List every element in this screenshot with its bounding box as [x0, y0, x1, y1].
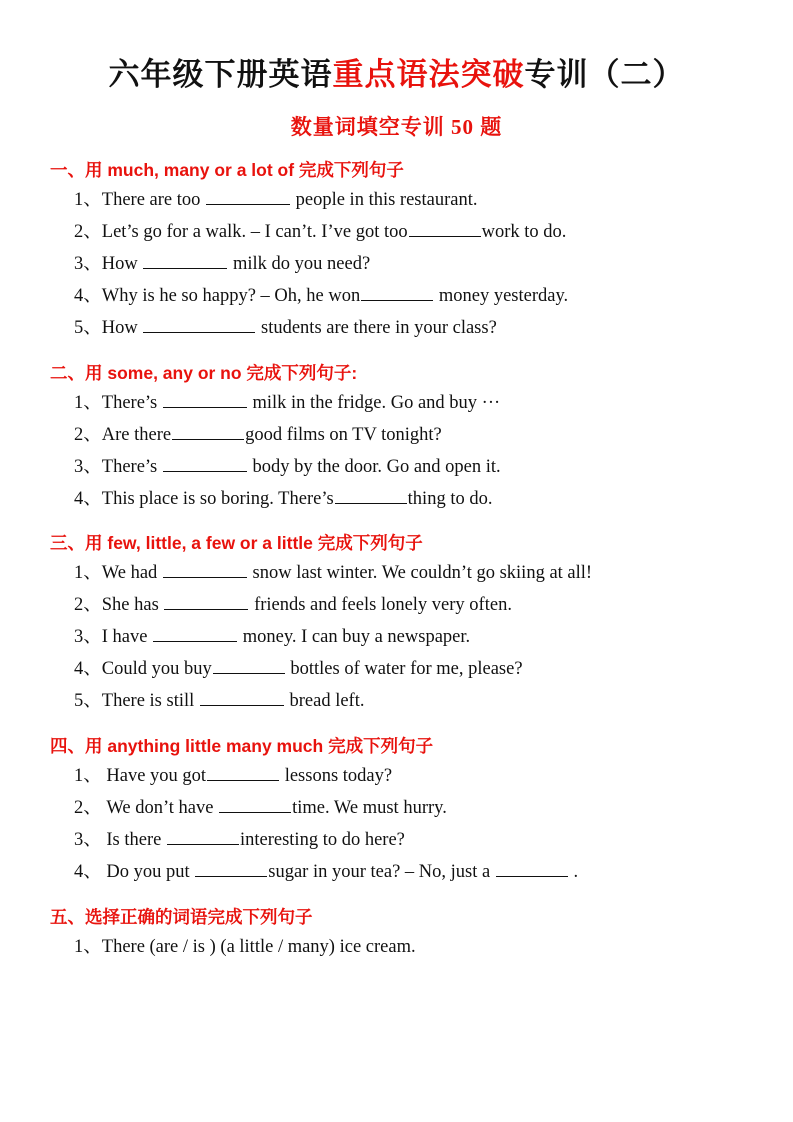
- question-text: .: [568, 862, 579, 883]
- question-text: Why is he so happy? – Oh, he won: [101, 285, 361, 306]
- question-4-4: [74, 858, 753, 888]
- answer-blank[interactable]: [167, 827, 239, 846]
- question-number: 4、: [74, 659, 102, 680]
- question-4-2: [74, 794, 753, 824]
- page-title-part-1: 六年级下册英语: [108, 57, 333, 92]
- question-text: She has: [101, 595, 164, 616]
- question-number: 1、: [74, 766, 102, 787]
- question-number: 1、: [74, 392, 102, 413]
- answer-blank[interactable]: [163, 560, 247, 579]
- answer-blank[interactable]: [195, 859, 267, 878]
- question-text: money. I can buy a newspaper.: [238, 627, 471, 648]
- question-number: 3、: [74, 253, 102, 274]
- question-number: 3、: [74, 830, 102, 851]
- answer-blank[interactable]: [219, 795, 291, 814]
- answer-blank[interactable]: [206, 186, 290, 205]
- question-3-1: [74, 559, 753, 589]
- question-2-2: [74, 421, 753, 451]
- question-text: interesting to do here?: [239, 830, 405, 851]
- question-number: 3、: [74, 627, 102, 648]
- question-number: 2、: [74, 798, 102, 819]
- question-text: Are there: [101, 424, 172, 445]
- question-1-4: [74, 282, 753, 312]
- question-text: There (are / is ) (a little / many) ice cream.: [101, 937, 416, 958]
- question-text: We don’t have: [101, 798, 219, 819]
- answer-blank[interactable]: [409, 218, 481, 237]
- question-1-5: [74, 314, 753, 344]
- answer-blank[interactable]: [207, 763, 279, 782]
- question-number: 3、: [74, 456, 102, 477]
- question-3-2: [74, 591, 753, 621]
- answer-blank[interactable]: [361, 282, 433, 301]
- answer-blank[interactable]: [163, 389, 247, 408]
- question-4-3: [74, 826, 753, 856]
- question-2-3: [74, 453, 753, 483]
- question-number: 4、: [74, 488, 102, 509]
- answer-blank[interactable]: [172, 421, 244, 440]
- question-text: milk do you need?: [228, 253, 371, 274]
- question-text: bottles of water for me, please?: [285, 659, 523, 680]
- question-text: students are there in your class?: [256, 317, 497, 338]
- question-2-4: [74, 485, 753, 515]
- question-number: 1、: [74, 189, 102, 210]
- question-number: 5、: [74, 317, 102, 338]
- question-3-4: [74, 655, 753, 685]
- question-text: work to do.: [481, 221, 567, 242]
- question-text: How: [101, 317, 143, 338]
- question-1-1: [74, 186, 753, 216]
- question-text: Have you got: [101, 766, 207, 787]
- question-text: money yesterday.: [434, 285, 569, 306]
- question-4-1: [74, 762, 753, 792]
- question-text: We had: [101, 563, 162, 584]
- question-text: How: [101, 253, 143, 274]
- question-text: bread left.: [284, 691, 365, 712]
- question-text: time. We must hurry.: [292, 798, 447, 819]
- answer-blank[interactable]: [200, 688, 284, 707]
- question-text: I have: [101, 627, 153, 648]
- question-text: milk in the fridge. Go and buy ···: [247, 392, 501, 413]
- question-text: Is there: [101, 830, 166, 851]
- page-subtitle: 数量词填空专训 50 题: [290, 114, 503, 139]
- question-text: people in this restaurant.: [291, 189, 478, 210]
- section-heading-3: 三、用 few, little, a few or a little 完成下列句子: [50, 533, 423, 554]
- section-heading-4: 四、用 anything little many much 完成下列句子: [50, 736, 434, 757]
- page-title-part-3: 专训（二）: [524, 57, 685, 92]
- question-number: 1、: [74, 563, 102, 584]
- question-text: body by the door. Go and open it.: [247, 456, 501, 477]
- section-heading-1: 一、用 much, many or a lot of 完成下列句子: [50, 159, 404, 180]
- question-text: lessons today?: [280, 766, 393, 787]
- answer-blank[interactable]: [496, 859, 568, 878]
- answer-blank[interactable]: [153, 624, 237, 643]
- question-text: friends and feels lonely very often.: [249, 595, 512, 616]
- question-text: good films on TV tonight?: [245, 424, 442, 445]
- answer-blank[interactable]: [213, 656, 285, 675]
- question-text: There’s: [101, 392, 162, 413]
- question-text: There’s: [101, 456, 162, 477]
- answer-blank[interactable]: [143, 250, 227, 269]
- question-text: sugar in your tea? – No, just a: [268, 862, 495, 883]
- question-text: Let’s go for a walk. – I can’t. I’ve got too: [101, 221, 408, 242]
- question-number: 2、: [74, 221, 102, 242]
- question-5-1: [74, 933, 753, 963]
- question-3-3: [74, 623, 753, 653]
- question-1-2: [74, 218, 753, 248]
- question-number: 4、: [74, 285, 102, 306]
- question-number: 4、: [74, 862, 102, 883]
- question-number: 2、: [74, 424, 102, 445]
- page-title: [40, 56, 753, 95]
- page-title-part-2: 重点语法突破: [332, 57, 525, 92]
- question-text: There is still: [101, 691, 199, 712]
- question-number: 1、: [74, 937, 102, 958]
- answer-blank[interactable]: [335, 485, 407, 504]
- question-2-1: [74, 389, 753, 419]
- question-text: snow last winter. We couldn’t go skiing at all!: [247, 563, 593, 584]
- answer-blank[interactable]: [143, 314, 255, 333]
- question-text: Do you put: [101, 862, 195, 883]
- question-text: Could you buy: [101, 659, 212, 680]
- question-text: This place is so boring. There’s: [101, 488, 334, 509]
- question-number: 2、: [74, 595, 102, 616]
- question-3-5: [74, 687, 753, 717]
- question-text: thing to do.: [407, 488, 493, 509]
- section-heading-2: 二、用 some, any or no 完成下列句子:: [50, 362, 358, 383]
- question-1-3: [74, 250, 753, 280]
- question-number: 5、: [74, 691, 102, 712]
- section-heading-5: 五、选择正确的词语完成下列句子: [50, 907, 313, 928]
- answer-blank[interactable]: [163, 453, 247, 472]
- answer-blank[interactable]: [164, 592, 248, 611]
- question-text: There are too: [101, 189, 205, 210]
